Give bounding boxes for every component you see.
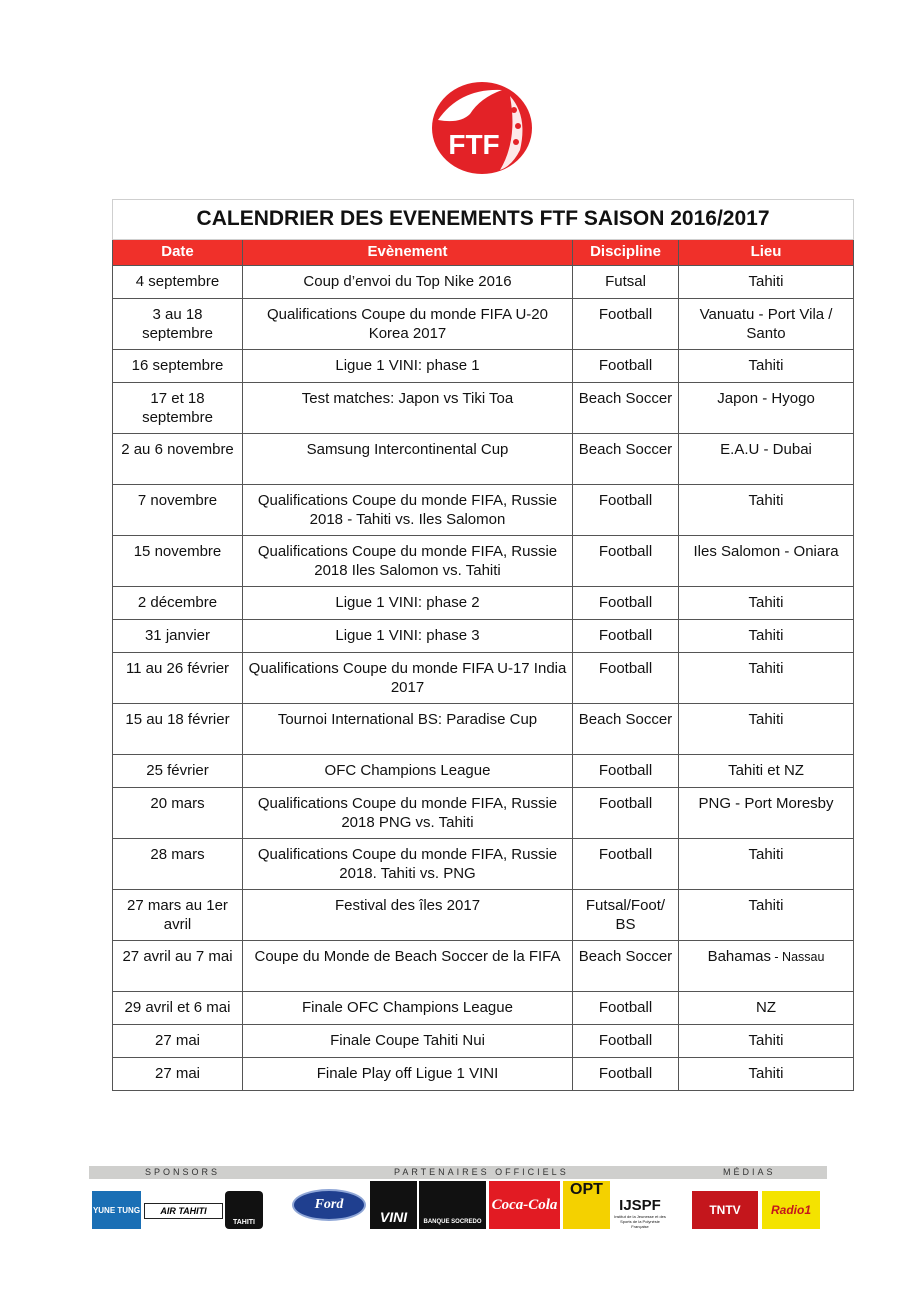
media-label: MÉDIAS [723,1167,776,1177]
table-row [113,383,854,434]
cell-lieu: Tahiti [679,620,854,653]
calendar-table [112,199,854,1091]
logo-text: FTF [448,129,500,160]
cell-date: 7 novembre [113,485,243,536]
cell-event: Ligue 1 VINI: phase 3 [243,620,573,653]
sponsor-logo-air-tahiti: AIR TAHITI [144,1203,223,1219]
header-discipline: Discipline [573,240,679,266]
table-row [113,839,854,890]
cell-lieu: Tahiti [679,485,854,536]
table-row [113,299,854,350]
cell-event: Coup d’envoi du Top Nike 2016 [243,266,573,299]
cell-event: Finale OFC Champions League [243,992,573,1025]
table-row [113,941,854,992]
cell-lieu: Tahiti [679,704,854,755]
cell-discipline: Football [573,620,679,653]
partner-logo-ijspf: IJSPF Institut de la Jeunesse et des Sports de la Polynésie Française [612,1181,668,1229]
cell-lieu [679,941,854,992]
sponsor-logo-nike-tahiti: TAHITI [225,1191,263,1229]
cell-date: 27 mai [113,1058,243,1091]
table-row [113,350,854,383]
sponsor-bar [89,1166,827,1179]
lieu-main: Bahamas [707,948,771,965]
cell-discipline: Football [573,536,679,587]
cell-discipline: Football [573,788,679,839]
table-row [113,788,854,839]
cell-discipline: Futsal/Foot/ BS [573,890,679,941]
partner-logo-opt: OPT [563,1181,610,1229]
cell-event: Qualifications Coupe du monde FIFA U-17 India 2017 [243,653,573,704]
cell-discipline: Football [573,587,679,620]
cell-date: 29 avril et 6 mai [113,992,243,1025]
cell-event: Coupe du Monde de Beach Soccer de la FIFA [243,941,573,992]
cell-lieu: E.A.U - Dubai [679,434,854,485]
lieu-small: - Nassau [770,950,825,964]
cell-event: Qualifications Coupe du monde FIFA, Russie 2018 PNG vs. Tahiti [243,788,573,839]
header-date: Date [113,240,243,266]
cell-discipline: Football [573,350,679,383]
table-row [113,587,854,620]
cell-date: 27 avril au 7 mai [113,941,243,992]
cell-date: 2 décembre [113,587,243,620]
cell-date: 25 février [113,755,243,788]
cell-lieu: Tahiti [679,587,854,620]
cell-discipline: Football [573,755,679,788]
cell-discipline: Football [573,299,679,350]
sponsor-logo-yune-tung: YUNE TUNG [92,1191,141,1229]
cell-event: Qualifications Coupe du monde FIFA, Russie 2018. Tahiti vs. PNG [243,839,573,890]
cell-lieu: Tahiti [679,839,854,890]
media-logo-tntv: TNTV [692,1191,758,1229]
cell-lieu: Tahiti [679,890,854,941]
cell-discipline: Beach Soccer [573,704,679,755]
cell-date: 11 au 26 février [113,653,243,704]
table-row [113,704,854,755]
table-row [113,755,854,788]
cell-lieu: Iles Salomon - Oniara [679,536,854,587]
cell-discipline: Football [573,839,679,890]
cell-discipline: Beach Soccer [573,383,679,434]
cell-event: Qualifications Coupe du monde FIFA U-20 Korea 2017 [243,299,573,350]
cell-date: 4 septembre [113,266,243,299]
table-row [113,536,854,587]
cell-discipline: Beach Soccer [573,941,679,992]
cell-lieu: NZ [679,992,854,1025]
partner-logo-banque-socredo: BANQUE SOCREDO [419,1181,486,1229]
cell-event: Samsung Intercontinental Cup [243,434,573,485]
cell-event: Festival des îles 2017 [243,890,573,941]
cell-discipline: Football [573,1058,679,1091]
table-row [113,1025,854,1058]
cell-event: Ligue 1 VINI: phase 1 [243,350,573,383]
cell-event: Tournoi International BS: Paradise Cup [243,704,573,755]
cell-date: 27 mars au 1er avril [113,890,243,941]
cell-lieu: Tahiti [679,653,854,704]
cell-date: 27 mai [113,1025,243,1058]
cell-event: Qualifications Coupe du monde FIFA, Russie 2018 - Tahiti vs. Iles Salomon [243,485,573,536]
sponsors-label: SPONSORS [145,1167,221,1177]
header-lieu: Lieu [679,240,854,266]
cell-discipline: Beach Soccer [573,434,679,485]
cell-discipline: Futsal [573,266,679,299]
cell-lieu: PNG - Port Moresby [679,788,854,839]
cell-lieu: Tahiti [679,1058,854,1091]
cell-date: 16 septembre [113,350,243,383]
cell-event: Ligue 1 VINI: phase 2 [243,587,573,620]
partners-label: PARTENAIRES OFFICIELS [394,1167,569,1177]
table-row [113,890,854,941]
partner-logo-coca-cola: Coca-Cola [489,1181,560,1229]
cell-lieu: Vanuatu - Port Vila / Santo [679,299,854,350]
cell-event: OFC Champions League [243,755,573,788]
cell-date: 31 janvier [113,620,243,653]
cell-discipline: Football [573,992,679,1025]
table-row [113,266,854,299]
table-row [113,620,854,653]
table-row [113,992,854,1025]
cell-date: 3 au 18 septembre [113,299,243,350]
partner-logo-vini: VINI [370,1181,417,1229]
cell-discipline: Football [573,653,679,704]
header-row [113,240,854,266]
calendar-title: CALENDRIER DES EVENEMENTS FTF SAISON 2016/2017 [113,200,854,240]
media-logo-radio1: Radio1 [762,1191,820,1229]
header-event: Evènement [243,240,573,266]
cell-date: 17 et 18 septembre [113,383,243,434]
cell-date: 20 mars [113,788,243,839]
cell-lieu: Tahiti [679,350,854,383]
cell-date: 2 au 6 novembre [113,434,243,485]
table-row [113,485,854,536]
cell-lieu: Japon - Hyogo [679,383,854,434]
cell-event: Finale Coupe Tahiti Nui [243,1025,573,1058]
cell-date: 15 au 18 février [113,704,243,755]
cell-lieu: Tahiti [679,266,854,299]
ftf-logo [430,80,534,176]
cell-lieu: Tahiti et NZ [679,755,854,788]
cell-event: Test matches: Japon vs Tiki Toa [243,383,573,434]
cell-event: Qualifications Coupe du monde FIFA, Russie 2018 Iles Salomon vs. Tahiti [243,536,573,587]
table-row [113,653,854,704]
cell-event: Finale Play off Ligue 1 VINI [243,1058,573,1091]
cell-discipline: Football [573,485,679,536]
cell-date: 28 mars [113,839,243,890]
cell-lieu: Tahiti [679,1025,854,1058]
table-row [113,1058,854,1091]
cell-discipline: Football [573,1025,679,1058]
cell-date: 15 novembre [113,536,243,587]
partner-logo-ford: Ford [291,1181,367,1229]
table-row [113,434,854,485]
